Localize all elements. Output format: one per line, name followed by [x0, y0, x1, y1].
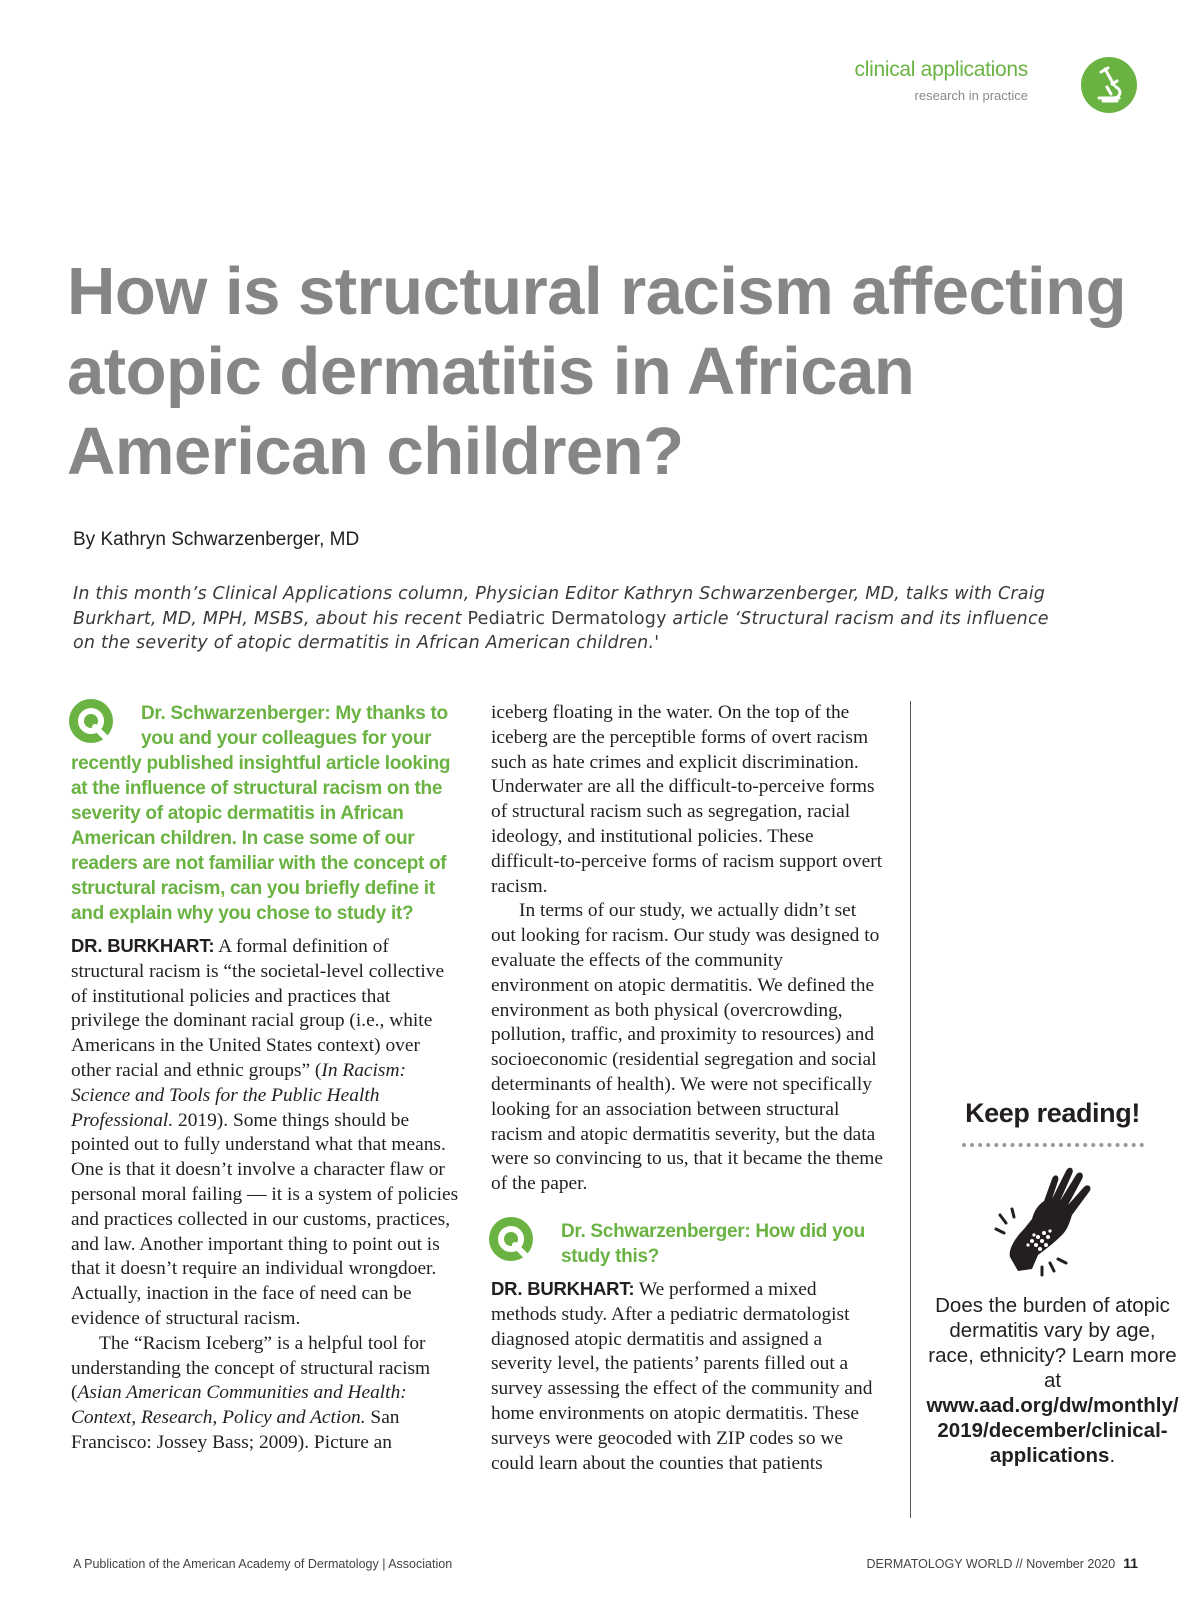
q-bubble-icon	[487, 1215, 559, 1265]
intro-journal: Pediatric Dermatology	[467, 608, 667, 629]
a2-text: We performed a mixed methods study. After a pediatric dermatologist diagnosed atopic dermatitis and assigned a severity level, the patients’ parents filled out a survey assessing the effect of the community and home environments on atopic dermatitis. These surveys were geocoded with ZIP codes so we could learn about the counties that patients	[491, 1278, 873, 1474]
question-2	[491, 1219, 885, 1269]
article-headline: How is structural racism affecting atopic dermatitis in African American children?	[67, 254, 1127, 489]
section-header	[855, 58, 1028, 103]
a1-text-2: 2019). Some things should be pointed out to fully understand what that means. One is that it doesn’t involve a character flaw or personal moral failing — it is a system of policies and practices collected in our customs, practices, and law. Another important thing to point out is that it doesn’t require an individual wrongdoer. Actually, inaction in the face of need can be evidence of structural racism.	[71, 1109, 459, 1329]
sidebar-title: Keep reading!	[965, 1098, 1140, 1128]
intro-paragraph	[73, 582, 1073, 656]
section-subtitle: research in practice	[914, 88, 1028, 103]
intro-text-2: article ‘Structural racism and its influence on the severity of atopic dermatitis in African American children.'	[73, 608, 1049, 653]
paragraph-study: In terms of our study, we actually didn’t set out looking for racism. Our study was designed to evaluate the effects of the community environment on atopic dermatitis. We defined the environment as both physical (overcrowding, pollution, traffic, and proximity to resources) and socioeconomic (residential segregation and social determinants of health). We were not specifically looking for an association between structural racism and atopic dermatitis severity, but the data were so convincing to us, that it became the theme of the paper.	[491, 900, 883, 1195]
a1-speaker: DR. BURKHART:	[71, 935, 215, 956]
a2-speaker: DR. BURKHART:	[491, 1277, 635, 1299]
column-1	[71, 701, 463, 1456]
section-title: clinical applications	[854, 58, 1028, 81]
p2-text-2: San Francisco: Jossey Bass; 2009). Picture an	[71, 1407, 400, 1453]
keep-reading-sidebar	[925, 1098, 1180, 1468]
a1-text-1: A formal definition of structural racism is “the societal-level collective of institutional policies and practices that privilege the dominant racial group (i.e., white Americans in the United States context) over other racial and ethnic groups” (	[71, 936, 445, 1081]
sidebar-link[interactable]: www.aad.org/dw/monthly/2019/december/clinical-applications	[926, 1394, 1179, 1467]
paragraph-iceberg-cont: iceberg floating in the water. On the top of the iceberg are the perceptible forms of overt racism such as hate crimes and explicit discrimination. Underwater are all the difficult-to-perceive forms of structural racism such as segregation, racial ideology, and institutional policies. These difficult-to-perceive forms of racism support overt racism.	[491, 702, 883, 897]
column-2	[491, 701, 885, 1476]
column-divider	[910, 701, 911, 1518]
q2-speaker: Dr. Schwarzenberger:	[561, 1220, 751, 1242]
q1-speaker: Dr. Schwarzenberger:	[141, 703, 331, 724]
sidebar-end: .	[1109, 1444, 1116, 1467]
footer-publisher: A Publication of the American Academy of Dermatology | Association	[73, 1557, 453, 1571]
question-1	[71, 701, 463, 926]
paragraph-iceberg	[71, 1332, 463, 1456]
footer-issue-text: DERMATOLOGY WORLD // November 2020	[866, 1557, 1116, 1571]
byline: By Kathryn Schwarzenberger, MD	[73, 529, 360, 550]
sidebar-body: Does the burden of atopic dermatitis vary by age, race, ethnicity? Learn more at	[928, 1294, 1177, 1392]
intro-text-1: In this month’s Clinical Applications column, Physician Editor Kathryn Schwarzenberger, MD, talks with Craig Burkhart, MD, MPH, MSBS, about his recent	[73, 584, 1046, 629]
q1-text: My thanks to you and your colleagues for your recently published insightful article looking at the influence of structural racism on the severity of atopic dermatitis in African American children. In case some of our readers are not familiar with the concept of structural racism, can you briefly define it and explain why you chose to study it?	[71, 703, 451, 924]
p2-text-1: The “Racism Iceberg” is a helpful tool for understanding the concept of structural racism (	[71, 1332, 431, 1404]
answer-2	[491, 1277, 885, 1476]
q-bubble-icon	[67, 697, 139, 747]
microscope-icon	[1081, 57, 1137, 113]
hand-icon	[988, 1159, 1118, 1279]
sidebar-text	[925, 1293, 1180, 1468]
answer-1	[71, 934, 463, 1332]
footer-issue	[866, 1555, 1138, 1571]
dotted-divider	[962, 1143, 1144, 1147]
a1-citation: In Racism: Science and Tools for the Public Health Professional.	[71, 1059, 406, 1131]
page-number: 11	[1123, 1555, 1138, 1571]
q2-text: How did you study this?	[561, 1220, 865, 1267]
p2-citation: Asian American Communities and Health: Context, Research, Policy and Action.	[71, 1382, 407, 1429]
